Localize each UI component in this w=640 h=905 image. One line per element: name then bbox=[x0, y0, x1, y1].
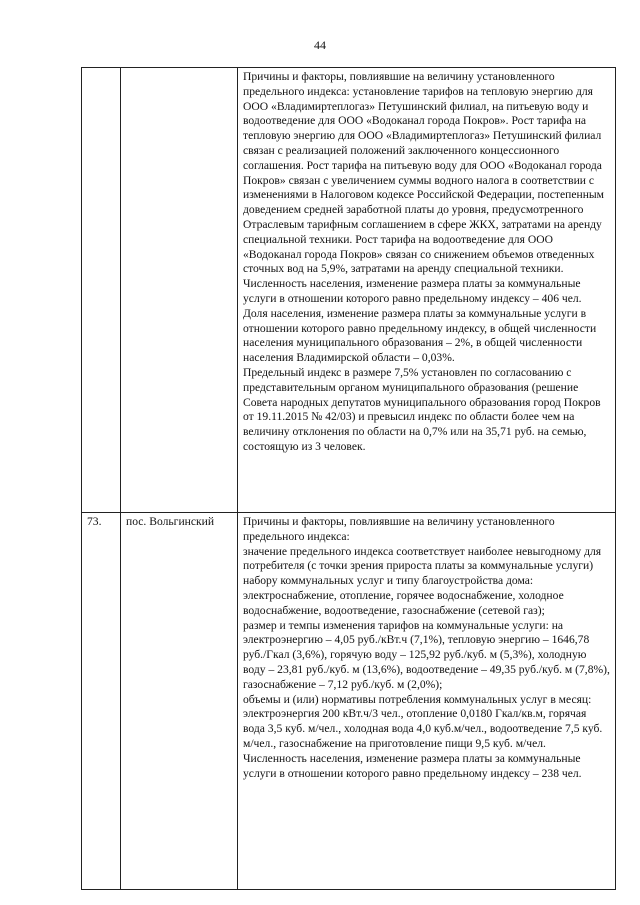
description-paragraph: Численность населения, изменение размера платы за коммунальные услуги в отношении которого равно предельному индексу – 406 чел. bbox=[243, 277, 582, 305]
table-row bbox=[82, 68, 616, 513]
row-number-cell bbox=[82, 68, 121, 513]
description-paragraph: Численность населения, изменение размера платы за коммунальные услуги в отношении которого равно предельному индексу – 238 чел. bbox=[243, 751, 582, 780]
description-paragraph: Причины и факторы, повлиявшие на величину установленного предельного индекса: bbox=[243, 515, 555, 543]
description-paragraph: Предельный индекс в размере 7,5% установлен по согласованию с представительным органом муниципального образования (решение Совета народных депутатов муниципального образования город Покров от 19.11.2015 № 42/03) и превысил индекс по области более чем на величину отклонения по области на 0,7% или на 35,71 руб. на семью, состоящую из 3 человек. bbox=[243, 365, 601, 453]
description-paragraph: значение предельного индекса соответствует наиболее невыгодному для потребителя (с точки зрения прироста платы за коммунальные услуги) набору коммунальных услуг и типу благоустройства дома: электроснабжение, отопление, горячее водоснабжение, холодное водоснабжение, водоотведение, газоснабжение (сетевой газ); bbox=[243, 544, 602, 617]
description-paragraph: размер и темпы изменения тарифов на коммунальные услуги: на электроэнергию – 4,05 руб./кВт.ч (7,1%), тепловую энергию – 1646,78 руб./Гкал (3,6%), горячую воду – 125,92 руб./куб. м (5,3%), холодную воду – 23,81 руб./куб. м (13,6%), водоотведение – 49,35 руб./куб. м (7,8%), газоснабжение – 7,12 руб./куб. м (2,0%); bbox=[243, 618, 610, 691]
description-paragraph: объемы и (или) нормативы потребления коммунальных услуг в месяц: электроэнергия 200 кВт.ч/3 чел., отопление 0,0180 Гкал/кв.м, горячая вода 3,5 куб. м/чел., холодная вода 4,0 куб.м/чел., водоотведение 7,5 куб. м/чел., газоснабжение на приготовление пищи 9,5 куб. м/чел. bbox=[243, 692, 603, 750]
description-cell bbox=[238, 68, 616, 513]
municipality-name-cell bbox=[121, 68, 238, 513]
table-row bbox=[82, 513, 616, 890]
municipality-name-cell: пос. Вольгинский bbox=[121, 513, 238, 890]
description-cell bbox=[238, 513, 616, 890]
row-number-cell: 73. bbox=[82, 513, 121, 890]
description-paragraph: Причины и факторы, повлиявшие на величину установленного предельного индекса: установление тарифов на тепловую энергию для ООО «Владимиртеплогаз» Петушинский филиал, на питьевую воду и водоотведение для ООО «Водоканал города Покров». Рост тарифа на тепловую энергию для ООО «Владимиртеплогаз» Петушинский филиал связан с реализацией положений заключенного концессионного соглашения. Рост тарифа на питьевую воду для ООО «Водоканал города Покров» связан с увеличением суммы водного налога в соответствии с изменениями в Налоговом кодексе Российской Федерации, постепенным доведением средней заработной платы до уровня, предусмотренного Отраслевым тарифным соглашением в сфере ЖКХ, затратами на аренду специальной техники. Рост тарифа на водоотведение для ООО «Водоканал города Покров» связан со снижением объемов отведенных сточных вод на 5,9%, затратами на аренду специальной техники. bbox=[243, 70, 605, 276]
description-paragraph: Доля населения, изменение размера платы за коммунальные услуги в отношении которого равно предельному индексу, в общей численности населения муниципального образования – 2%, в общей численности населения Владимирской области – 0,03%. bbox=[243, 306, 597, 365]
page-number: 44 bbox=[314, 38, 326, 52]
tariff-table bbox=[81, 67, 616, 890]
